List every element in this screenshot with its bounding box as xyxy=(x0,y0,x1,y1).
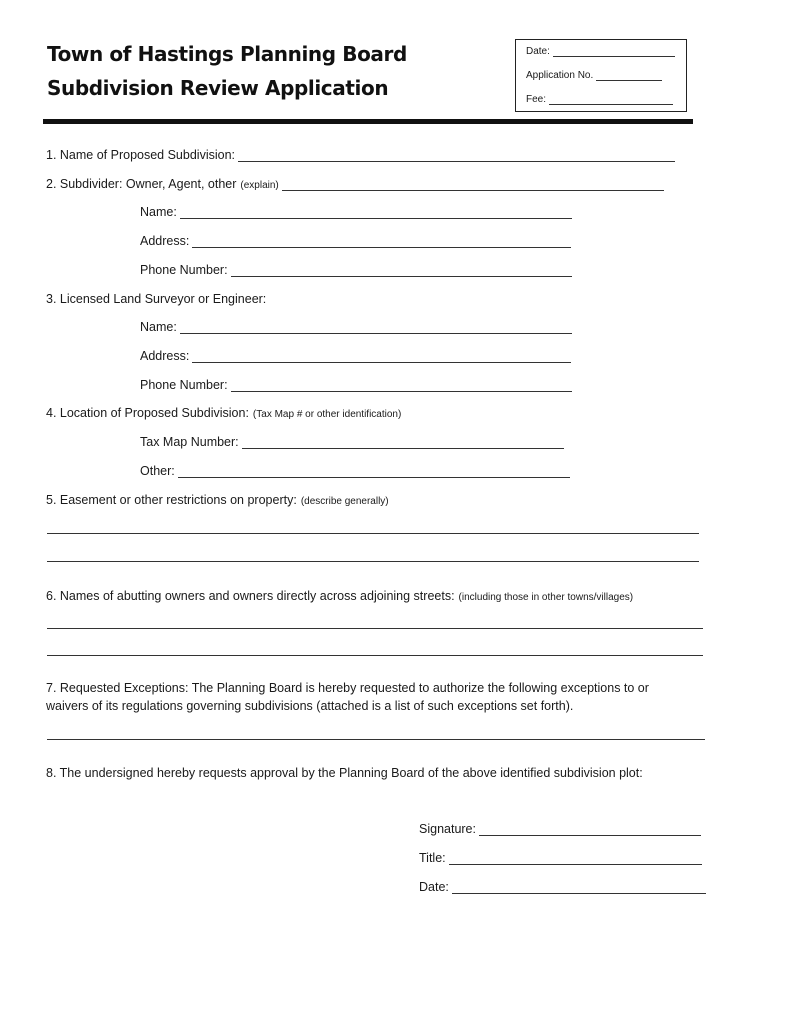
tax-map-field[interactable] xyxy=(242,436,564,449)
exceptions-text-line-1: 7. Requested Exceptions: The Planning Board is hereby requested to authorize the following exceptions to or xyxy=(46,681,649,695)
approval-request-heading xyxy=(46,766,643,780)
abutting-owners-note: (including those in other towns/villages) xyxy=(458,592,634,603)
office-date-field[interactable] xyxy=(553,47,675,57)
form-title-line2: Subdivision Review Application xyxy=(47,76,389,100)
subdivider-field[interactable] xyxy=(282,178,664,191)
header-divider xyxy=(43,119,693,124)
surveyor-phone-row xyxy=(140,378,572,392)
abutting-owners-label: 6. Names of abutting owners and owners directly across adjoining streets: xyxy=(46,589,455,603)
easement-blank-line-1[interactable] xyxy=(47,533,699,534)
subdivider-phone-field[interactable] xyxy=(231,264,572,277)
form-title-line1: Town of Hastings Planning Board xyxy=(47,42,407,66)
subdivider-note: (explain) xyxy=(240,180,279,191)
abutting-owners-blank-line-2[interactable] xyxy=(47,655,703,656)
surveyor-phone-field[interactable] xyxy=(231,379,572,392)
signer-title-label: Title: xyxy=(419,851,446,865)
signing-date-row xyxy=(419,880,706,894)
office-fee-field[interactable] xyxy=(549,95,673,105)
surveyor-heading xyxy=(46,292,266,306)
signature-row xyxy=(419,822,701,836)
location-other-row xyxy=(140,464,570,478)
subdivider-address-label: Address: xyxy=(140,234,190,248)
signer-title-row xyxy=(419,851,702,865)
location-label: 4. Location of Proposed Subdivision: xyxy=(46,406,249,420)
subdivider-phone-row xyxy=(140,263,572,277)
easement-label: 5. Easement or other restrictions on property: xyxy=(46,493,297,507)
exceptions-blank-line[interactable] xyxy=(47,739,705,740)
office-date-row xyxy=(526,46,675,57)
location-other-field[interactable] xyxy=(178,465,570,478)
abutting-owners-heading xyxy=(46,589,633,603)
approval-request-label: 8. The undersigned hereby requests approval by the Planning Board of the above identified subdivision plot: xyxy=(46,766,643,780)
easement-heading xyxy=(46,493,389,507)
location-other-label: Other: xyxy=(140,464,175,478)
signing-date-field[interactable] xyxy=(452,881,706,894)
surveyor-label: 3. Licensed Land Surveyor or Engineer: xyxy=(46,292,267,306)
surveyor-address-label: Address: xyxy=(140,349,190,363)
subdivider-address-row xyxy=(140,234,571,248)
exceptions-text-line-2: waivers of its regulations governing subdivisions (attached is a list of such exceptions set forth). xyxy=(46,699,574,713)
subdivision-name-row xyxy=(46,148,675,162)
easement-blank-line-2[interactable] xyxy=(47,561,699,562)
subdivider-phone-label: Phone Number: xyxy=(140,263,228,277)
location-heading xyxy=(46,406,401,420)
abutting-owners-blank-line-1[interactable] xyxy=(47,628,703,629)
tax-map-label: Tax Map Number: xyxy=(140,435,239,449)
signer-title-field[interactable] xyxy=(449,852,702,865)
subdivider-label: 2. Subdivider: Owner, Agent, other xyxy=(46,177,237,191)
surveyor-phone-label: Phone Number: xyxy=(140,378,228,392)
signature-field[interactable] xyxy=(479,823,701,836)
office-use-box xyxy=(515,39,687,112)
tax-map-row xyxy=(140,435,564,449)
subdivision-name-field[interactable] xyxy=(238,149,675,162)
subdivision-name-label: 1. Name of Proposed Subdivision: xyxy=(46,148,235,162)
surveyor-name-row xyxy=(140,320,572,334)
office-fee-row xyxy=(526,94,673,105)
signature-label: Signature: xyxy=(419,822,476,836)
office-date-label: Date: xyxy=(526,46,550,57)
location-note: (Tax Map # or other identification) xyxy=(252,409,402,420)
surveyor-address-row xyxy=(140,349,571,363)
surveyor-name-label: Name: xyxy=(140,320,177,334)
office-application-no-label: Application No. xyxy=(526,70,594,81)
subdivider-row xyxy=(46,177,664,191)
office-application-no-field[interactable] xyxy=(596,71,662,81)
office-fee-label: Fee: xyxy=(526,94,547,105)
subdivider-address-field[interactable] xyxy=(192,235,571,248)
surveyor-name-field[interactable] xyxy=(180,321,572,334)
subdivider-name-label: Name: xyxy=(140,205,177,219)
office-application-no-row xyxy=(526,70,662,81)
subdivider-name-field[interactable] xyxy=(180,206,572,219)
easement-note: (describe generally) xyxy=(300,496,389,507)
surveyor-address-field[interactable] xyxy=(192,350,571,363)
signing-date-label: Date: xyxy=(419,880,449,894)
subdivider-name-row xyxy=(140,205,572,219)
